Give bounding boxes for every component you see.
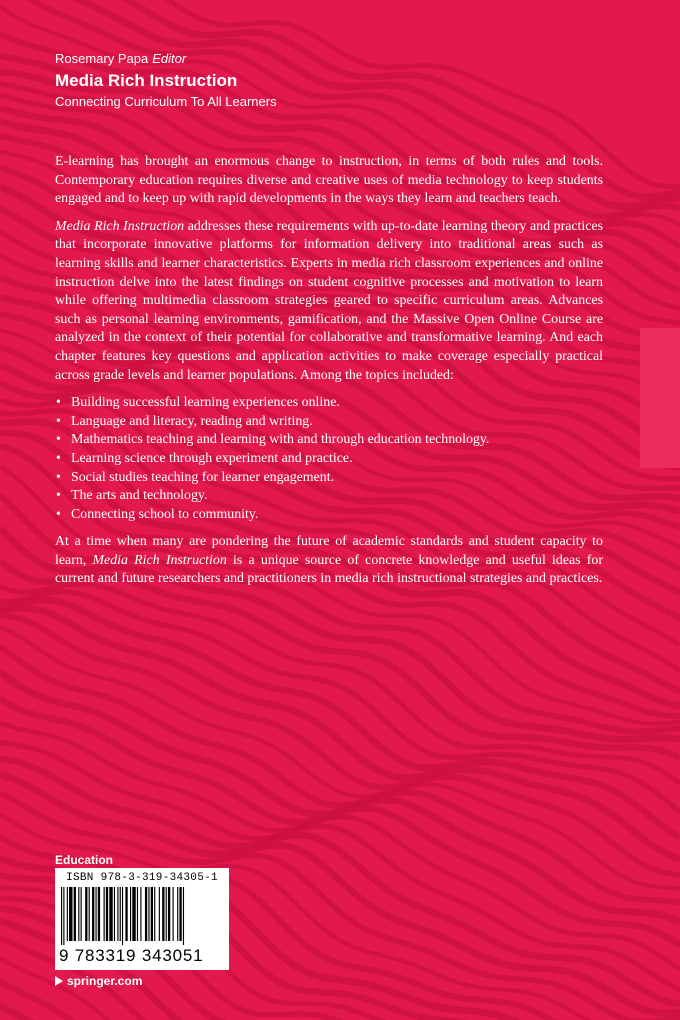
bullet-icon: • bbox=[56, 506, 61, 522]
topic-item bbox=[55, 506, 603, 525]
topic-text: Connecting school to community. bbox=[71, 506, 259, 522]
paragraph-closing bbox=[55, 533, 603, 589]
barcode-bar bbox=[159, 887, 160, 941]
barcode-bar bbox=[92, 887, 94, 941]
topic-item bbox=[55, 413, 603, 432]
book-title: Media Rich Instruction bbox=[55, 71, 238, 90]
barcode-bar bbox=[106, 887, 108, 941]
paragraph-closing-start: At a time when many are pondering the future of academic standards and student capacity to learn, bbox=[55, 534, 603, 568]
barcode-bar bbox=[183, 887, 184, 945]
topic-text: Mathematics teaching and learning with and through education technology. bbox=[71, 432, 490, 448]
author-name: Rosemary Papa bbox=[55, 51, 149, 66]
barcode-bar bbox=[130, 887, 131, 941]
barcode-bar bbox=[109, 887, 112, 941]
barcode-bar bbox=[140, 887, 141, 941]
paragraph-intro: E-learning has brought an enormous change to instruction, in terms of both rules and tools. Contemporary education requires diverse and creative uses of media technology to keep students engaged and to keep up with rapid developments in the ways they learn and teachers teach. bbox=[55, 154, 603, 207]
barcode-bar bbox=[69, 887, 72, 941]
barcode-bar bbox=[67, 887, 68, 941]
side-color-tab bbox=[640, 328, 680, 468]
barcode-bar bbox=[166, 887, 167, 941]
bullet-icon: • bbox=[56, 432, 61, 448]
topic-item bbox=[55, 450, 603, 469]
barcode-bar bbox=[162, 887, 164, 941]
header bbox=[55, 51, 277, 111]
bullet-icon: • bbox=[56, 395, 61, 411]
title-reference: Media Rich Instruction bbox=[92, 552, 227, 568]
paragraph-closing-end: is a unique source of concrete knowledge and useful ideas for current and future researchers and practitioners in media rich instructional strategies and practices. bbox=[55, 552, 603, 587]
bullet-icon: • bbox=[56, 488, 61, 504]
barcode-bar bbox=[148, 887, 149, 941]
barcode-bar bbox=[117, 887, 118, 941]
topics-list bbox=[55, 394, 603, 524]
barcode-bar bbox=[81, 887, 82, 941]
publisher-url: springer.com bbox=[67, 974, 143, 988]
barcode-bar bbox=[89, 887, 90, 941]
barcode-bar bbox=[78, 887, 79, 941]
barcode-bar bbox=[125, 887, 127, 941]
barcode-bars bbox=[61, 887, 223, 945]
title-reference: Media Rich Instruction bbox=[55, 218, 185, 234]
bullet-icon: • bbox=[56, 413, 61, 429]
barcode-bar bbox=[104, 887, 105, 941]
barcode-bar bbox=[114, 887, 115, 941]
barcode-bar bbox=[177, 887, 178, 941]
barcode-bar bbox=[98, 887, 100, 941]
barcode-bar bbox=[132, 887, 135, 941]
barcode-bar bbox=[74, 887, 76, 941]
barcode-bar bbox=[168, 887, 170, 941]
book-subtitle: Connecting Curriculum To All Learners bbox=[55, 94, 277, 109]
topic-text: Social studies teaching for learner engagement. bbox=[71, 469, 335, 485]
barcode-bar bbox=[63, 887, 64, 945]
isbn-label: ISBN 978-3-319-34305-1 bbox=[66, 872, 218, 884]
blurb bbox=[55, 153, 603, 598]
topic-item bbox=[55, 469, 603, 488]
topic-text: Building successful learning experiences online. bbox=[71, 395, 340, 411]
barcode-bar bbox=[173, 887, 174, 941]
topic-text: Learning science through experiment and practice. bbox=[71, 450, 353, 466]
barcode-digits: 9 783319 343051 bbox=[59, 946, 204, 965]
barcode-bar bbox=[96, 887, 97, 941]
topic-text: The arts and technology. bbox=[71, 488, 208, 504]
editor-line bbox=[55, 51, 277, 67]
barcode-bar bbox=[151, 887, 153, 941]
category-label: Education bbox=[55, 853, 114, 867]
barcode-bar bbox=[120, 887, 121, 941]
topic-item bbox=[55, 487, 603, 506]
topic-item bbox=[55, 394, 603, 413]
paragraph-description-text: addresses these requirements with up-to-date learning theory and practices that incorporate innovative platforms for information delivery into traditional areas such as learning skills and learner characteristics. Experts in media rich classroom experiences and online instruction delve into the latest findings on student cognitive processes and motivation to learn while offering multimedia classroom strategies geared to specific curriculum areas. Advances such as personal learning environments, gamification, and the Massive Open Online Course are analyzed in the context of their potential for collaborative and transformative learning. And each chapter features key questions and application activities to make coverage especially practical across grade levels and learner populations. Among the topics included: bbox=[55, 218, 603, 383]
editor-role: Editor bbox=[152, 51, 187, 66]
arrow-right-icon bbox=[55, 976, 63, 986]
barcode-bar bbox=[145, 887, 147, 941]
topic-item bbox=[55, 431, 603, 450]
barcode-bar bbox=[122, 887, 123, 945]
paragraph-description bbox=[55, 218, 603, 385]
bullet-icon: • bbox=[56, 469, 61, 485]
barcode-bar bbox=[137, 887, 138, 941]
barcode-bar bbox=[61, 887, 62, 945]
barcode-bar bbox=[179, 887, 181, 941]
bullet-icon: • bbox=[56, 450, 61, 466]
barcode-bar bbox=[85, 887, 87, 941]
barcode bbox=[55, 868, 229, 970]
topic-text: Language and literacy, reading and writing. bbox=[71, 413, 313, 429]
publisher-link[interactable] bbox=[55, 974, 142, 988]
barcode-bar bbox=[154, 887, 155, 941]
